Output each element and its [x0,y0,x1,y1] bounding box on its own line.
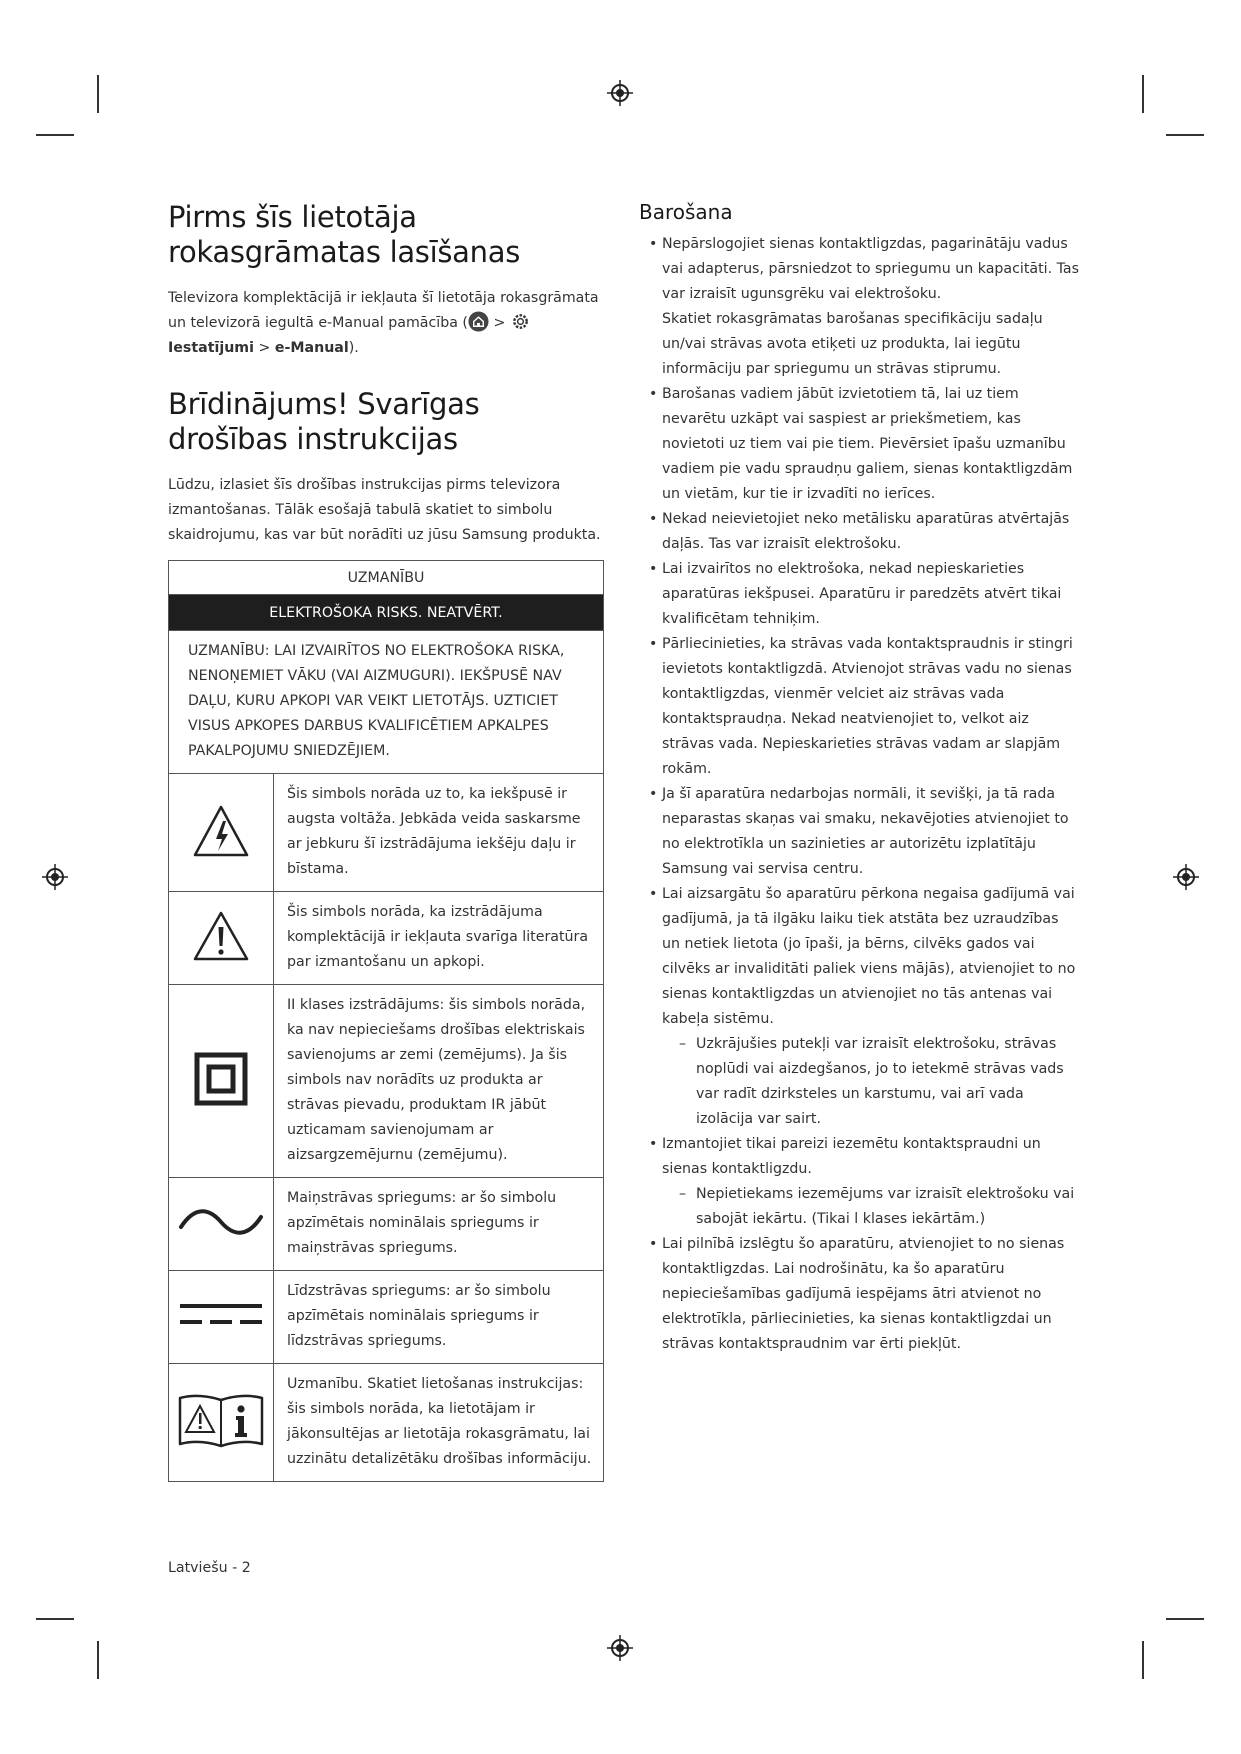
section-title-before-reading: Pirms šīs lietotāja rokasgrāmatas lasīšanas [168,200,521,269]
safety-symbols-table [168,560,604,1482]
crop-mark [1166,134,1204,136]
list-item: • Pārliecinieties, ka strāvas vada kontaktspraudnis ir stingri ievietots kontaktligzdā. Atvienojot strāvas vadu no sienas kontaktligzdas, vienmēr velciet aiz strāvas vada kontaktspraudņa. Nekad neatvienojiet to, velkot aiz strāvas vada. Nepieskarieties strāvas vadam ar slapjām rokām. [639,632,1079,782]
safety-intro: Lūdzu, izlasiet šīs drošības instrukcijas pirms televizora izmantošanas. Tālāk esošajā tabulā skatiet to simbolu skaidrojumu, kas var būt norādīti uz jūsu Samsung produkta. [168,477,601,543]
class-ii-double-square-icon [194,1052,248,1106]
section-title-safety: Brīdinājums! Svarīgas drošības instrukcijas [168,387,480,456]
exclamation-warning-icon [192,910,250,962]
list-item: • Barošanas vadiem jābūt izvietotiem tā, lai uz tiem nevarētu uzkāpt vai saspiest ar priekšmetiem, kas novietoti uz tiem vai pie tiem. Pievērsiet īpašu uzmanību vadiem pie vadu spraudņu galiem, sienas kontaktligzdām un vietām, kur tie ir izvadīti no ierīces. [639,382,1079,507]
home-icon [468,311,489,332]
table-row: Šis simbols norāda, ka izstrādājuma komplektācijā ir iekļauta svarīga literatūra par izmantošanu un apkopi. [169,892,604,985]
dc-lines-icon [178,1301,264,1329]
crop-mark [1142,1641,1144,1679]
page-footer: Latviešu - 2 [168,1560,251,1576]
registration-mark-icon [1172,863,1200,891]
crop-mark [36,134,74,136]
sub-list-item: – Uzkrājušies putekļi var izraisīt elektrošoku, strāvas noplūdi vai aizdegšanos, jo to ietekmē strāvas vads var radīt dzirksteles un karstumu, vai arī vada izolācija var sairt. [676,1032,1079,1132]
registration-mark-icon [606,1634,634,1662]
table-row: II klases izstrādājums: šis simbols norāda, ka nav nepieciešams drošības elektriskais savienojums ar zemi (zemējums). Ja šis simbols nav norādīts uz produkta ar strāvas pievadu, produktam IR jābūt uzticamam savienojumam ar aizsargzemējurnu (zemējumu). [169,985,604,1178]
list-item: • Lai izvairītos no elektrošoka, nekad nepieskarieties aparatūras iekšpusei. Aparatūru ir paredzēts atvērt tikai kvalificētam tehniķim. [639,557,1079,632]
section-title-power: Barošana [639,200,733,224]
table-row: Uzmanību. Skatiet lietošanas instrukcijas: šis simbols norāda, ka lietotājam ir jākonsultējas ar lietotāja rokasgrāmatu, lai uzzinātu detalizētāku drošības informāciju. [169,1364,604,1482]
caution-text: UZMANĪBU: LAI IZVAIRĪTOS NO ELEKTROŠOKA RISKA, NENOŅEMIET VĀKU (VAI AIZMUGURI). IEKŠPUSĒ NAV DAĻU, KURU APKOPI VAR VEIKT LIETOTĀJS. UZTICIET VISUS APKOPES DARBUS KVALIFICĒTIEM APKALPES PAKALPOJUMU SNIEDZĒJIEM. [169,631,604,774]
list-item: • Izmantojiet tikai pareizi iezemētu kontaktspraudni un sienas kontaktligzdu. – Nepietiekams iezemējums var izraisīt elektrošoku vai sabojāt iekārtu. (Tikai l klases iekārtām.) [639,1132,1079,1232]
manual-info-book-icon [177,1392,265,1450]
list-item: • Ja šī aparatūra nedarbojas normāli, it sevišķi, ja tā rada neparastas skaņas vai smaku, nekavējoties atvienojiet to no elektrotīkla un sazinieties ar autorizētu izplatītāju Samsung vai servisa centru. [639,782,1079,882]
caution-header: UZMANĪBU [169,561,604,595]
right-column [639,200,1079,1357]
registration-mark-icon [606,79,634,107]
crop-mark [1142,75,1144,113]
crop-mark [1166,1618,1204,1620]
intro-paragraph: Televizora komplektācijā ir iekļauta šī lietotāja rokasgrāmata un televizorā iegultā e-Manual pamācība ( > Iestatījumi > e-Manual). [168,290,599,356]
table-row: Maiņstrāvas spriegums: ar šo simbolu apzīmētais nominālais spriegums ir maiņstrāvas spriegums. [169,1178,604,1271]
lightning-warning-icon [192,803,250,859]
sub-list-item: – Nepietiekams iezemējums var izraisīt elektrošoku vai sabojāt iekārtu. (Tikai l klases iekārtām.) [676,1182,1079,1232]
gear-icon [510,311,531,332]
ac-wave-icon [178,1207,264,1237]
list-item: • Lai pilnībā izslēgtu šo aparatūru, atvienojiet to no sienas kontaktligzdas. Lai nodrošinātu, ka šo aparatūru nepieciešamības gadījumā iespējams ātri atvienot no elektrotīkla, pārliecinieties, ka sienas kontaktligzdai un strāvas kontaktspraudnim var ērti piekļūt. [639,1232,1079,1357]
shock-risk-header: ELEKTROŠOKA RISKS. NEATVĒRT. [169,595,604,631]
table-row: Šis simbols norāda uz to, ka iekšpusē ir augsta voltāža. Jebkāda veida saskarsme ar jebkuru šī izstrādājuma iekšēju daļu ir bīstama. [169,774,604,892]
registration-mark-icon [41,863,69,891]
list-item: • Lai aizsargātu šo aparatūru pērkona negaisa gadījumā vai gadījumā, ja tā ilgāku laiku tiek atstāta bez uzraudzības un netiek lietota (jo īpaši, ja bērns, cilvēks gados vai cilvēks ar invaliditāti paliek viens mājās), atvienojiet to no sienas kontaktligzdas un atvienojiet no tās antenas vai kabeļa sistēmu. – Uzkrājušies putekļi var izraisīt elektrošoku, strāvas noplūdi vai aizdegšanos, jo to ietekmē strāvas vads var radīt dzirksteles un karstumu, vai arī vada izolācija var sairt. [639,882,1079,1132]
crop-mark [36,1618,74,1620]
power-safety-list [639,232,1079,1357]
list-item: • Nekad neievietojiet neko metālisku aparatūras atvērtajās daļās. Tas var izraisīt elektrošoku. [639,507,1079,557]
crop-mark [97,1641,99,1679]
left-column [168,200,604,1482]
table-row: Līdzstrāvas spriegums: ar šo simbolu apzīmētais nominālais spriegums ir līdzstrāvas spriegums. [169,1271,604,1364]
crop-mark [97,75,99,113]
list-item: • Nepārslogojiet sienas kontaktligzdas, pagarinātāju vadus vai adapterus, pārsniedzot to spriegumu un kapacitāti. Tas var izraisīt ugunsgrēku vai elektrošoku. Skatiet rokasgrāmatas barošanas specifikāciju sadaļu un/vai strāvas avota etiķeti uz produkta, lai iegūtu informāciju par spriegumu un strāvas stiprumu. [639,232,1079,382]
